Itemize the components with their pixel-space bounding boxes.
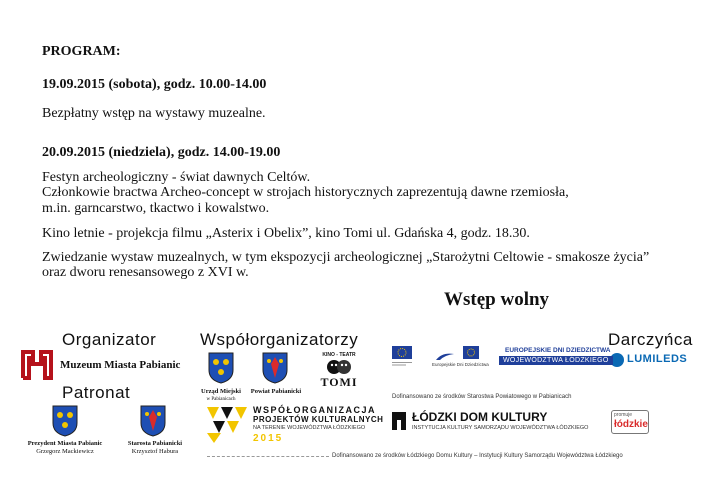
funding-bottom: Dofinansowano ze środków Łódzkiego Domu Kultury – Instytucji Kultury Samorządu Województwa Łódzkiego: [332, 453, 623, 459]
project-line2: PROJEKTÓW KULTURALNYCH: [253, 415, 384, 424]
council-of-europe-icon: [463, 346, 479, 359]
project-line1: WSPÓŁORGANIZACJA: [253, 405, 376, 415]
edd-line1: EUROPEJSKIE DNI DZIEDZICTWA: [505, 347, 611, 354]
organizer-title: Organizator: [62, 330, 157, 349]
free-entry: Wstęp wolny: [444, 289, 550, 310]
patron2-person: Krzysztof Habura: [131, 447, 179, 455]
lumileds-name: LUMILEDS: [627, 353, 688, 365]
promuje-top: promuje: [614, 412, 633, 418]
day1-line: Bezpłatny wstęp na wystawy muzealne.: [42, 106, 266, 121]
eu-flag-icon: [392, 346, 412, 359]
day2-para2: Kino letnie - projekcja filmu „Asterix i Obelix”, kino Tomi ul. Gdańska 4, godz. 18.30.: [42, 226, 530, 241]
museum-logo: [21, 348, 53, 380]
day2-para1-line1: Festyn archeologiczny - świat dawnych Celtów.: [42, 170, 311, 185]
kino-tomi-top: KINO - TEATR: [322, 352, 356, 358]
pabianice-coat-of-arms-icon: [52, 405, 78, 437]
ldk-name: ŁÓDZKI DOM KULTURY: [412, 410, 548, 424]
powiat-coat-of-arms-icon: [140, 405, 166, 437]
promuje-name: łódzkie: [614, 419, 648, 430]
eu-caption: [392, 361, 412, 368]
powiat-coat-of-arms-icon-2: [262, 352, 288, 384]
kino-tomi-logo: [316, 352, 362, 392]
museum-name: Muzeum Miasta Pabianic: [60, 359, 181, 371]
kino-tomi-name: TOMI: [320, 375, 358, 389]
co-organizers-title: Współorganizatorzy: [200, 330, 359, 349]
ldk-icon: [392, 412, 406, 430]
project-line3: NA TERENIE WOJEWÓDZTWA ŁÓDZKIEGO: [253, 425, 366, 431]
co-org1-line2: w Pabianicach: [206, 396, 236, 402]
sponsor-title: Darczyńca: [608, 330, 693, 349]
day2-heading: 20.09.2015 (niedziela), godz. 14.00-19.00: [42, 145, 281, 160]
co-org1-line1: Urząd Miejski: [201, 388, 241, 395]
program-heading: PROGRAM:: [42, 44, 121, 59]
project-year: 2015: [253, 433, 284, 444]
project-logo-icon: [207, 405, 247, 443]
day2-para1-line3: m.in. garncarstwo, tkactwo i kowalstwo.: [42, 201, 270, 216]
day1-heading: 19.09.2015 (sobota), godz. 10.00-14.00: [42, 77, 267, 92]
funding-starostwo: Dofinansowano ze środków Starostwa Powiatowego w Pabianicach: [392, 394, 572, 400]
co-org2-line1: Powiat Pabianicki: [250, 388, 302, 395]
patron1-person: Grzegorz Mackiewicz: [36, 447, 94, 455]
urzad-coat-of-arms-icon: [208, 352, 234, 384]
patron1-title: Prezydent Miasta Pabianic: [27, 440, 103, 447]
day2-para1-line2: Członkowie bractwa Archeo-concept w strojach historycznych zaprezentują dawne rzemiosła,: [42, 185, 569, 200]
divider: [207, 456, 329, 457]
day2-para3-line2: oraz dworu renesansowego z XVI w.: [42, 265, 249, 280]
promuje-lodzkie-logo: [611, 410, 649, 434]
patron2-title: Starosta Pabianicki: [127, 440, 183, 447]
edd-tiny-caption: Europejskie Dni Dziedzictwa: [432, 362, 489, 367]
bird-logo-icon: [436, 348, 454, 357]
ldk-sub: INSTYTUCJA KULTURY SAMORZĄDU WOJEWÓDZTWA ŁÓDZKIEGO: [412, 425, 589, 431]
edd-line2: WOJEWÓDZTWA ŁÓDZKIEGO: [499, 356, 613, 365]
patronage-title: Patronat: [62, 383, 131, 402]
day2-para3-line1: Zwiedzanie wystaw muzealnych, w tym ekspozycji archeologicznej „Starożytni Celtowie - smakosze życia”: [42, 250, 650, 265]
